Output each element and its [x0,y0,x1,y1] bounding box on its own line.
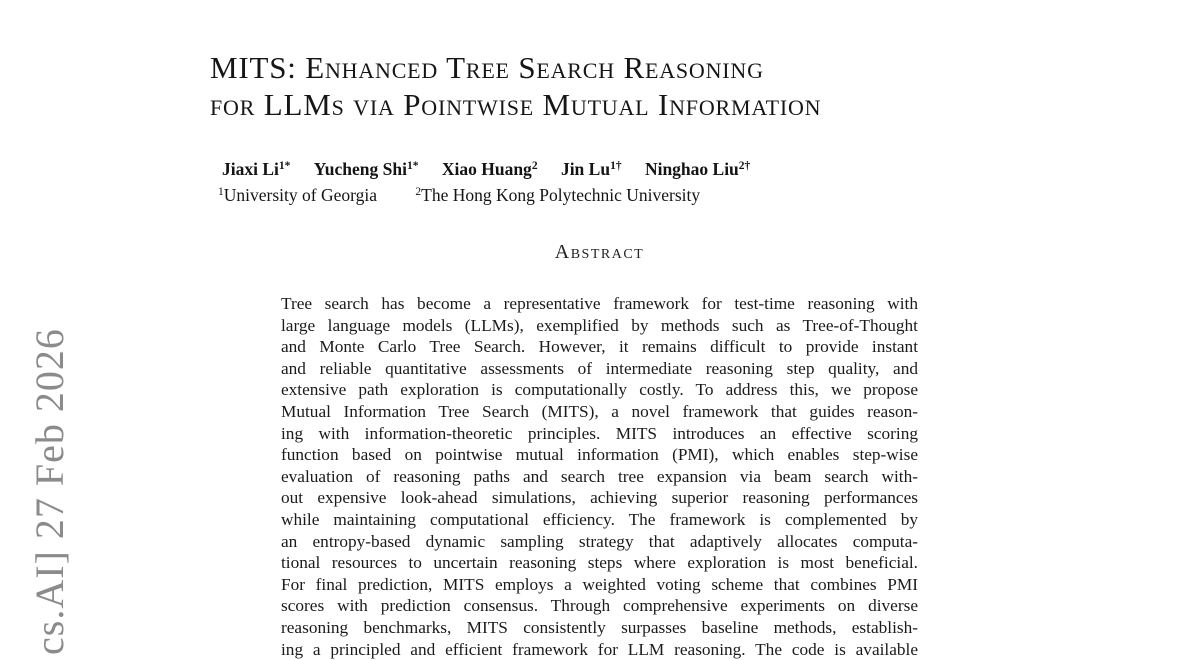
abstract-line: ing a principled and efficient framework for LLM reasoning. The code is available [281,639,918,660]
abstract-line: large language models (LLMs), exemplified by methods such as Tree-of-Thought [281,315,918,337]
abstract-line: Tree search has become a representative framework for test-time reasoning with [281,293,918,315]
author-affiliation-marker: 1* [279,160,291,172]
affiliation-list [218,183,700,207]
abstract-line: evaluation of reasoning paths and search tree expansion via beam search with- [281,466,918,488]
abstract-heading: Abstract [281,241,918,264]
affiliation-name: The Hong Kong Polytechnic University [421,185,700,205]
paper-title-line-1: MITS: Enhanced Tree Search Reasoning [210,50,821,87]
arxiv-watermark: cs.AI] 27 Feb 2026 [28,328,72,655]
abstract-line: reasoning benchmarks, MITS consistently surpasses baseline methods, establish- [281,617,918,639]
abstract-line: extensive path exploration is computationally costly. To address this, we propose [281,379,918,401]
author-name-text: Ninghao Liu [645,159,739,179]
abstract-line: ing with information-theoretic principles. MITS introduces an effective scoring [281,423,918,445]
abstract-line: For final prediction, MITS employs a weighted voting scheme that combines PMI [281,574,918,596]
affiliation-item [218,185,377,205]
abstract-line: scores with prediction consensus. Through comprehensive experiments on diverse [281,595,918,617]
author-affiliation-marker: 1* [407,160,419,172]
affiliation-item [415,185,700,205]
abstract-body [281,293,918,660]
author-affiliation-marker: 2 [532,160,538,172]
author-affiliation-marker: 2† [739,160,751,172]
abstract-line: while maintaining computational efficiency. The framework is complemented by [281,509,918,531]
author-list [222,157,750,181]
affiliation-name: University of Georgia [224,185,377,205]
author-affiliation-marker: 1† [610,160,622,172]
abstract-line: function based on pointwise mutual information (PMI), which enables step-wise [281,444,918,466]
author-name-text: Xiao Huang [442,159,532,179]
author-name-text: Jiaxi Li [222,159,279,179]
paper-title [210,50,821,123]
paper-title-line-2: for LLMs via Pointwise Mutual Information [210,87,821,124]
author-name [222,159,290,179]
abstract-line: and Monte Carlo Tree Search. However, it remains difficult to provide instant [281,336,918,358]
abstract-line: Mutual Information Tree Search (MITS), a novel framework that guides reason- [281,401,918,423]
author-name [314,159,419,179]
author-name [645,159,750,179]
author-name-text: Yucheng Shi [314,159,407,179]
author-name [442,159,538,179]
author-name [561,159,622,179]
author-name-text: Jin Lu [561,159,610,179]
abstract-line: out expensive look-ahead simulations, achieving superior reasoning performances [281,487,918,509]
abstract-line: tional resources to uncertain reasoning steps where exploration is most beneficial. [281,552,918,574]
abstract-line: and reliable quantitative assessments of intermediate reasoning step quality, and [281,358,918,380]
affiliation-marker: 2 [415,186,421,198]
affiliation-marker: 1 [218,186,224,198]
abstract-line: an entropy-based dynamic sampling strategy that adaptively allocates computa- [281,531,918,553]
